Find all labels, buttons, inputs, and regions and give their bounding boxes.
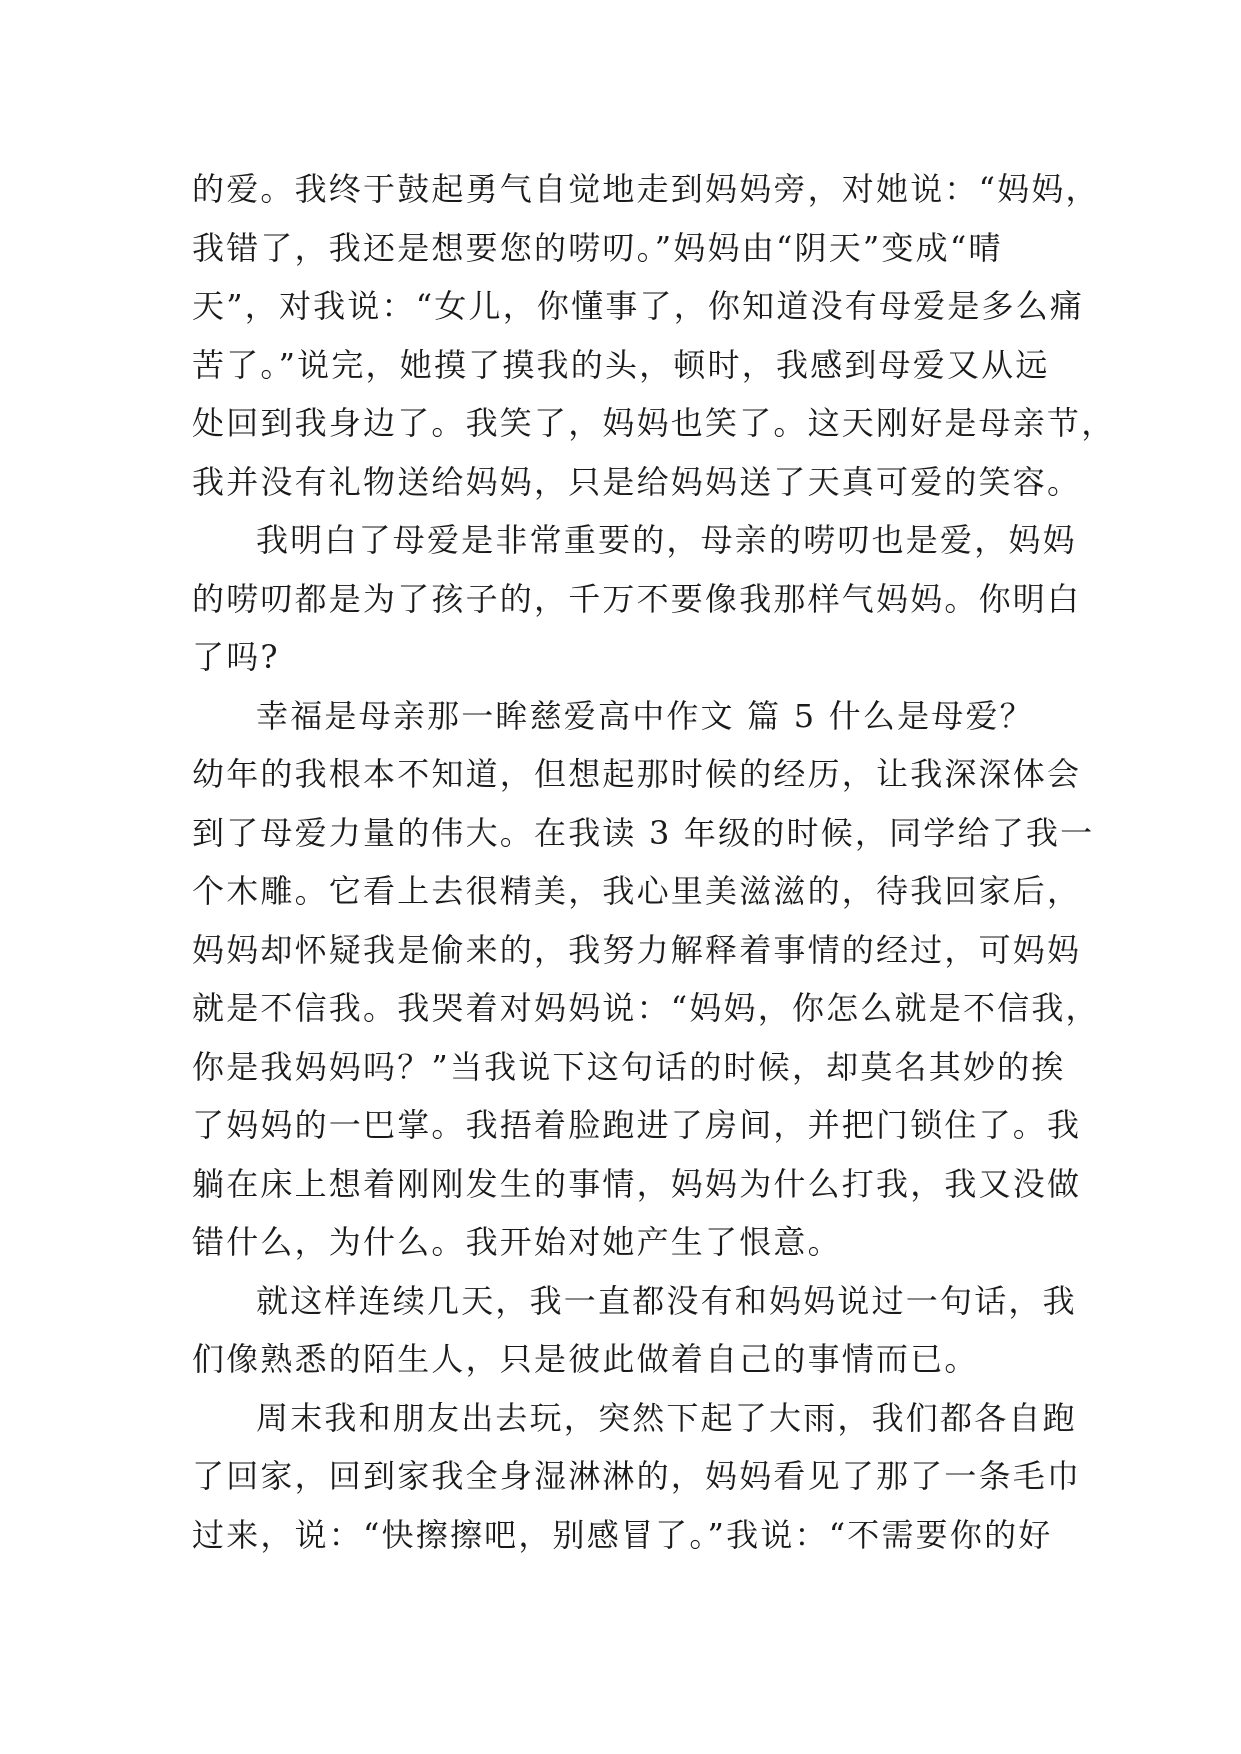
text-line: 到了母爱力量的伟大。在我读 3 年级的时候，同学给了我一 bbox=[192, 813, 1095, 852]
text-line: 错什么，为什么。我开始对她产生了恨意。 bbox=[192, 1223, 842, 1261]
essay-body bbox=[192, 160, 1116, 1564]
text-line: 了吗? bbox=[192, 638, 280, 676]
text-line: 我并没有礼物送给妈妈，只是给妈妈送了天真可爱的笑容。 bbox=[192, 462, 1082, 501]
paragraph-start-line: 我明白了母爱是非常重要的，母亲的唠叨也是爱，妈妈 bbox=[256, 521, 1077, 559]
text-line: 的唠叨都是为了孩子的，千万不要像我那样气妈妈。你明白 bbox=[192, 579, 1082, 618]
text-line: 天”，对我说：“女儿，你懂事了，你知道没有母爱是多么痛 bbox=[192, 287, 1085, 325]
text-line: 苦了。”说完，她摸了摸我的头，顿时，我感到母爱又从远 bbox=[192, 345, 1050, 384]
text-line: 了回家，回到家我全身湿淋淋的，妈妈看见了那了一条毛巾 bbox=[192, 1457, 1082, 1495]
text-line: 们像熟悉的陌生人，只是彼此做着自己的事情而已。 bbox=[192, 1340, 979, 1378]
text-line: 个木雕。它看上去很精美，我心里美滋滋的，待我回家后， bbox=[192, 872, 1082, 910]
text-line: 幼年的我根本不知道，但想起那时候的经历，让我深深体会 bbox=[192, 755, 1082, 793]
section-heading-line: 幸福是母亲那一眸慈爱高中作文 篇 5 什么是母爱？ bbox=[256, 696, 1034, 735]
text-line: 你是我妈妈吗？”当我说下这句话的时候，却莫名其妙的挨 bbox=[192, 1047, 1066, 1086]
text-line: 处回到我身边了。我笑了，妈妈也笑了。这天刚好是母亲节， bbox=[192, 404, 1116, 442]
text-line: 躺在床上想着刚刚发生的事情，妈妈为什么打我，我又没做 bbox=[192, 1164, 1082, 1203]
text-line: 我错了，我还是想要您的唠叨。”妈妈由“阴天”变成“晴 bbox=[192, 228, 1003, 267]
text-line: 的爱。我终于鼓起勇气自觉地走到妈妈旁，对她说：“妈妈， bbox=[192, 170, 1100, 208]
text-line: 妈妈却怀疑我是偷来的，我努力解释着事情的经过，可妈妈 bbox=[192, 930, 1082, 969]
paragraph-start-line: 就这样连续几天，我一直都没有和妈妈说过一句话，我 bbox=[256, 1281, 1077, 1320]
paragraph-start-line: 周末我和朋友出去玩，突然下起了大雨，我们都各自跑 bbox=[256, 1398, 1077, 1437]
text-line: 了妈妈的一巴掌。我捂着脸跑进了房间，并把门锁住了。我 bbox=[192, 1106, 1082, 1144]
text-line: 就是不信我。我哭着对妈妈说：“妈妈，你怎么就是不信我， bbox=[192, 989, 1100, 1027]
text-line: 过来，说：“快擦擦吧，别感冒了。”我说：“不需要你的好 bbox=[192, 1515, 1053, 1554]
